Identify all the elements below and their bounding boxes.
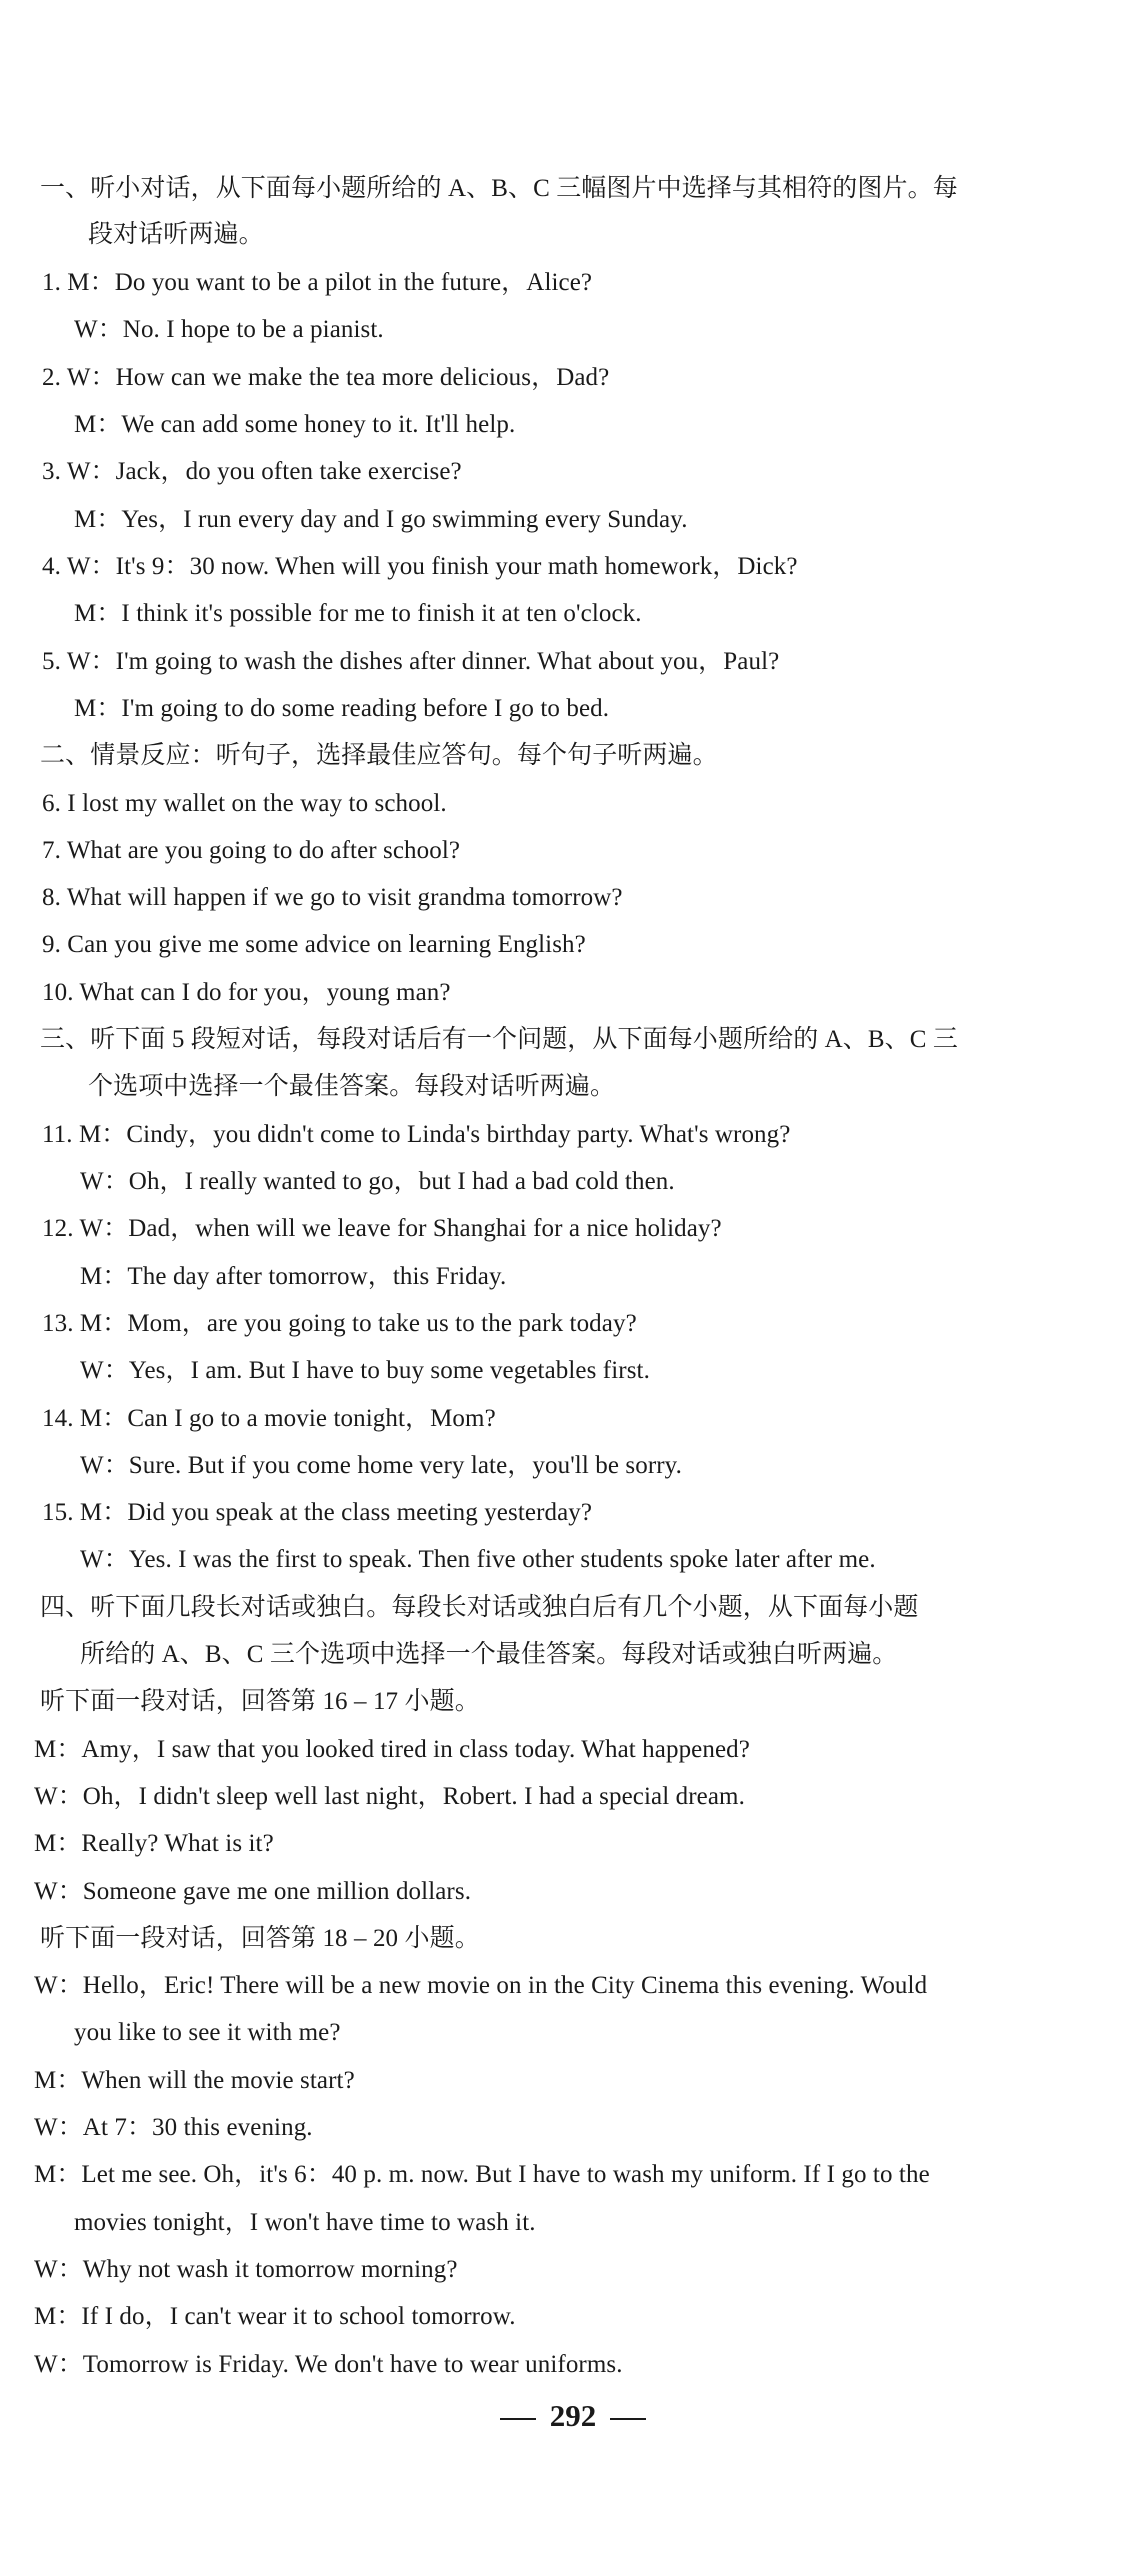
dialogue-line: W：Tomorrow is Friday. We don't have to wear uniforms. — [34, 2351, 623, 2378]
dialogue-line: M：Yes，I run every day and I go swimming every Sunday. — [74, 506, 688, 533]
dialogue-line: M：Amy，I saw that you looked tired in class today. What happened? — [34, 1736, 750, 1763]
dialogue-line: 11. M：Cindy，you didn't come to Linda's birthday party. What's wrong? — [42, 1121, 791, 1148]
dialogue-line: 2. W：How can we make the tea more delicious，Dad? — [42, 364, 610, 391]
dialogue-line: 15. M：Did you speak at the class meeting yesterday? — [42, 1499, 593, 1526]
dialogue-line: you like to see it with me? — [74, 2019, 341, 2046]
dialogue-line: M：When will the movie start? — [34, 2067, 355, 2094]
section-4-heading-line-1: 四、听下面几段长对话或独白。每段长对话或独白后有几个小题，从下面每小题 — [40, 1594, 919, 1621]
sentence-line: 10. What can I do for you，young man? — [42, 979, 451, 1006]
section-3-heading-line-2: 个选项中选择一个最佳答案。每段对话听两遍。 — [88, 1073, 616, 1100]
sentence-line: 6. I lost my wallet on the way to school. — [42, 790, 447, 817]
footer-dash-left — [500, 2418, 536, 2420]
dialogue-line: 4. W：It's 9：30 now. When will you finish your math homework，Dick? — [42, 553, 798, 580]
dialogue-line: W：Why not wash it tomorrow morning? — [34, 2256, 458, 2283]
dialogue-line: M：Let me see. Oh，it's 6：40 p. m. now. But I have to wash my uniform. If I go to the — [34, 2161, 930, 2188]
dialogue-line: W：Oh，I really wanted to go，but I had a bad cold then. — [80, 1168, 675, 1195]
dialogue-line: 1. M：Do you want to be a pilot in the future，Alice? — [42, 269, 593, 296]
dialogue-line: M：We can add some honey to it. It'll help. — [74, 411, 516, 438]
section-4-heading-line-2: 所给的 A、B、C 三个选项中选择一个最佳答案。每段对话或独白听两遍。 — [80, 1641, 898, 1668]
sentence-line: 7. What are you going to do after school? — [42, 837, 461, 864]
dialogue-line: M：I think it's possible for me to finish it at ten o'clock. — [74, 600, 642, 627]
page-number: 292 — [549, 2398, 597, 2433]
dialogue-line: M：I'm going to do some reading before I go to bed. — [74, 695, 610, 722]
dialogue-line: 3. W：Jack，do you often take exercise? — [42, 458, 462, 485]
dialogue-line: W：At 7：30 this evening. — [34, 2114, 313, 2141]
dialogue-line: W：No. I hope to be a pianist. — [74, 316, 384, 343]
dialogue-line: W：Yes，I am. But I have to buy some vegetables first. — [80, 1357, 650, 1384]
section-3-heading-line-1: 三、听下面 5 段短对话，每段对话后有一个问题，从下面每小题所给的 A、B、C 三 — [40, 1026, 959, 1053]
sentence-line: 8. What will happen if we go to visit grandma tomorrow? — [42, 884, 623, 911]
dialogue-line: 12. W：Dad，when will we leave for Shanghai for a nice holiday? — [42, 1215, 722, 1242]
instruction-line: 听下面一段对话，回答第 16 – 17 小题。 — [40, 1688, 480, 1715]
dialogue-line: M：If I do，I can't wear it to school tomorrow. — [34, 2303, 516, 2330]
dialogue-line: 5. W：I'm going to wash the dishes after dinner. What about you，Paul? — [42, 648, 780, 675]
dialogue-line: M：Really? What is it? — [34, 1830, 274, 1857]
dialogue-line: M：The day after tomorrow，this Friday. — [80, 1263, 507, 1290]
dialogue-line: W：Sure. But if you come home very late，you'll be sorry. — [80, 1452, 682, 1479]
page-footer — [0, 2398, 1146, 2434]
dialogue-line: W：Yes. I was the first to speak. Then five other students spoke later after me. — [80, 1546, 876, 1573]
section-1-heading-line-1: 一、听小对话，从下面每小题所给的 A、B、C 三幅图片中选择与其相符的图片。每 — [40, 175, 958, 202]
dialogue-line: W：Someone gave me one million dollars. — [34, 1878, 472, 1905]
dialogue-line: 13. M：Mom，are you going to take us to the park today? — [42, 1310, 637, 1337]
dialogue-line: W：Hello，Eric! There will be a new movie on in the City Cinema this evening. Would — [34, 1972, 928, 1999]
dialogue-line: 14. M：Can I go to a movie tonight，Mom? — [42, 1405, 496, 1432]
footer-dash-right — [610, 2418, 646, 2420]
dialogue-line: movies tonight，I won't have time to wash it. — [74, 2209, 536, 2236]
section-1-heading-line-2: 段对话听两遍。 — [88, 221, 264, 248]
instruction-line: 听下面一段对话，回答第 18 – 20 小题。 — [40, 1925, 480, 1952]
sentence-line: 9. Can you give me some advice on learning English? — [42, 931, 586, 958]
dialogue-line: W：Oh，I didn't sleep well last night，Robert. I had a special dream. — [34, 1783, 745, 1810]
section-2-heading: 二、情景反应：听句子，选择最佳应答句。每个句子听两遍。 — [40, 742, 718, 769]
